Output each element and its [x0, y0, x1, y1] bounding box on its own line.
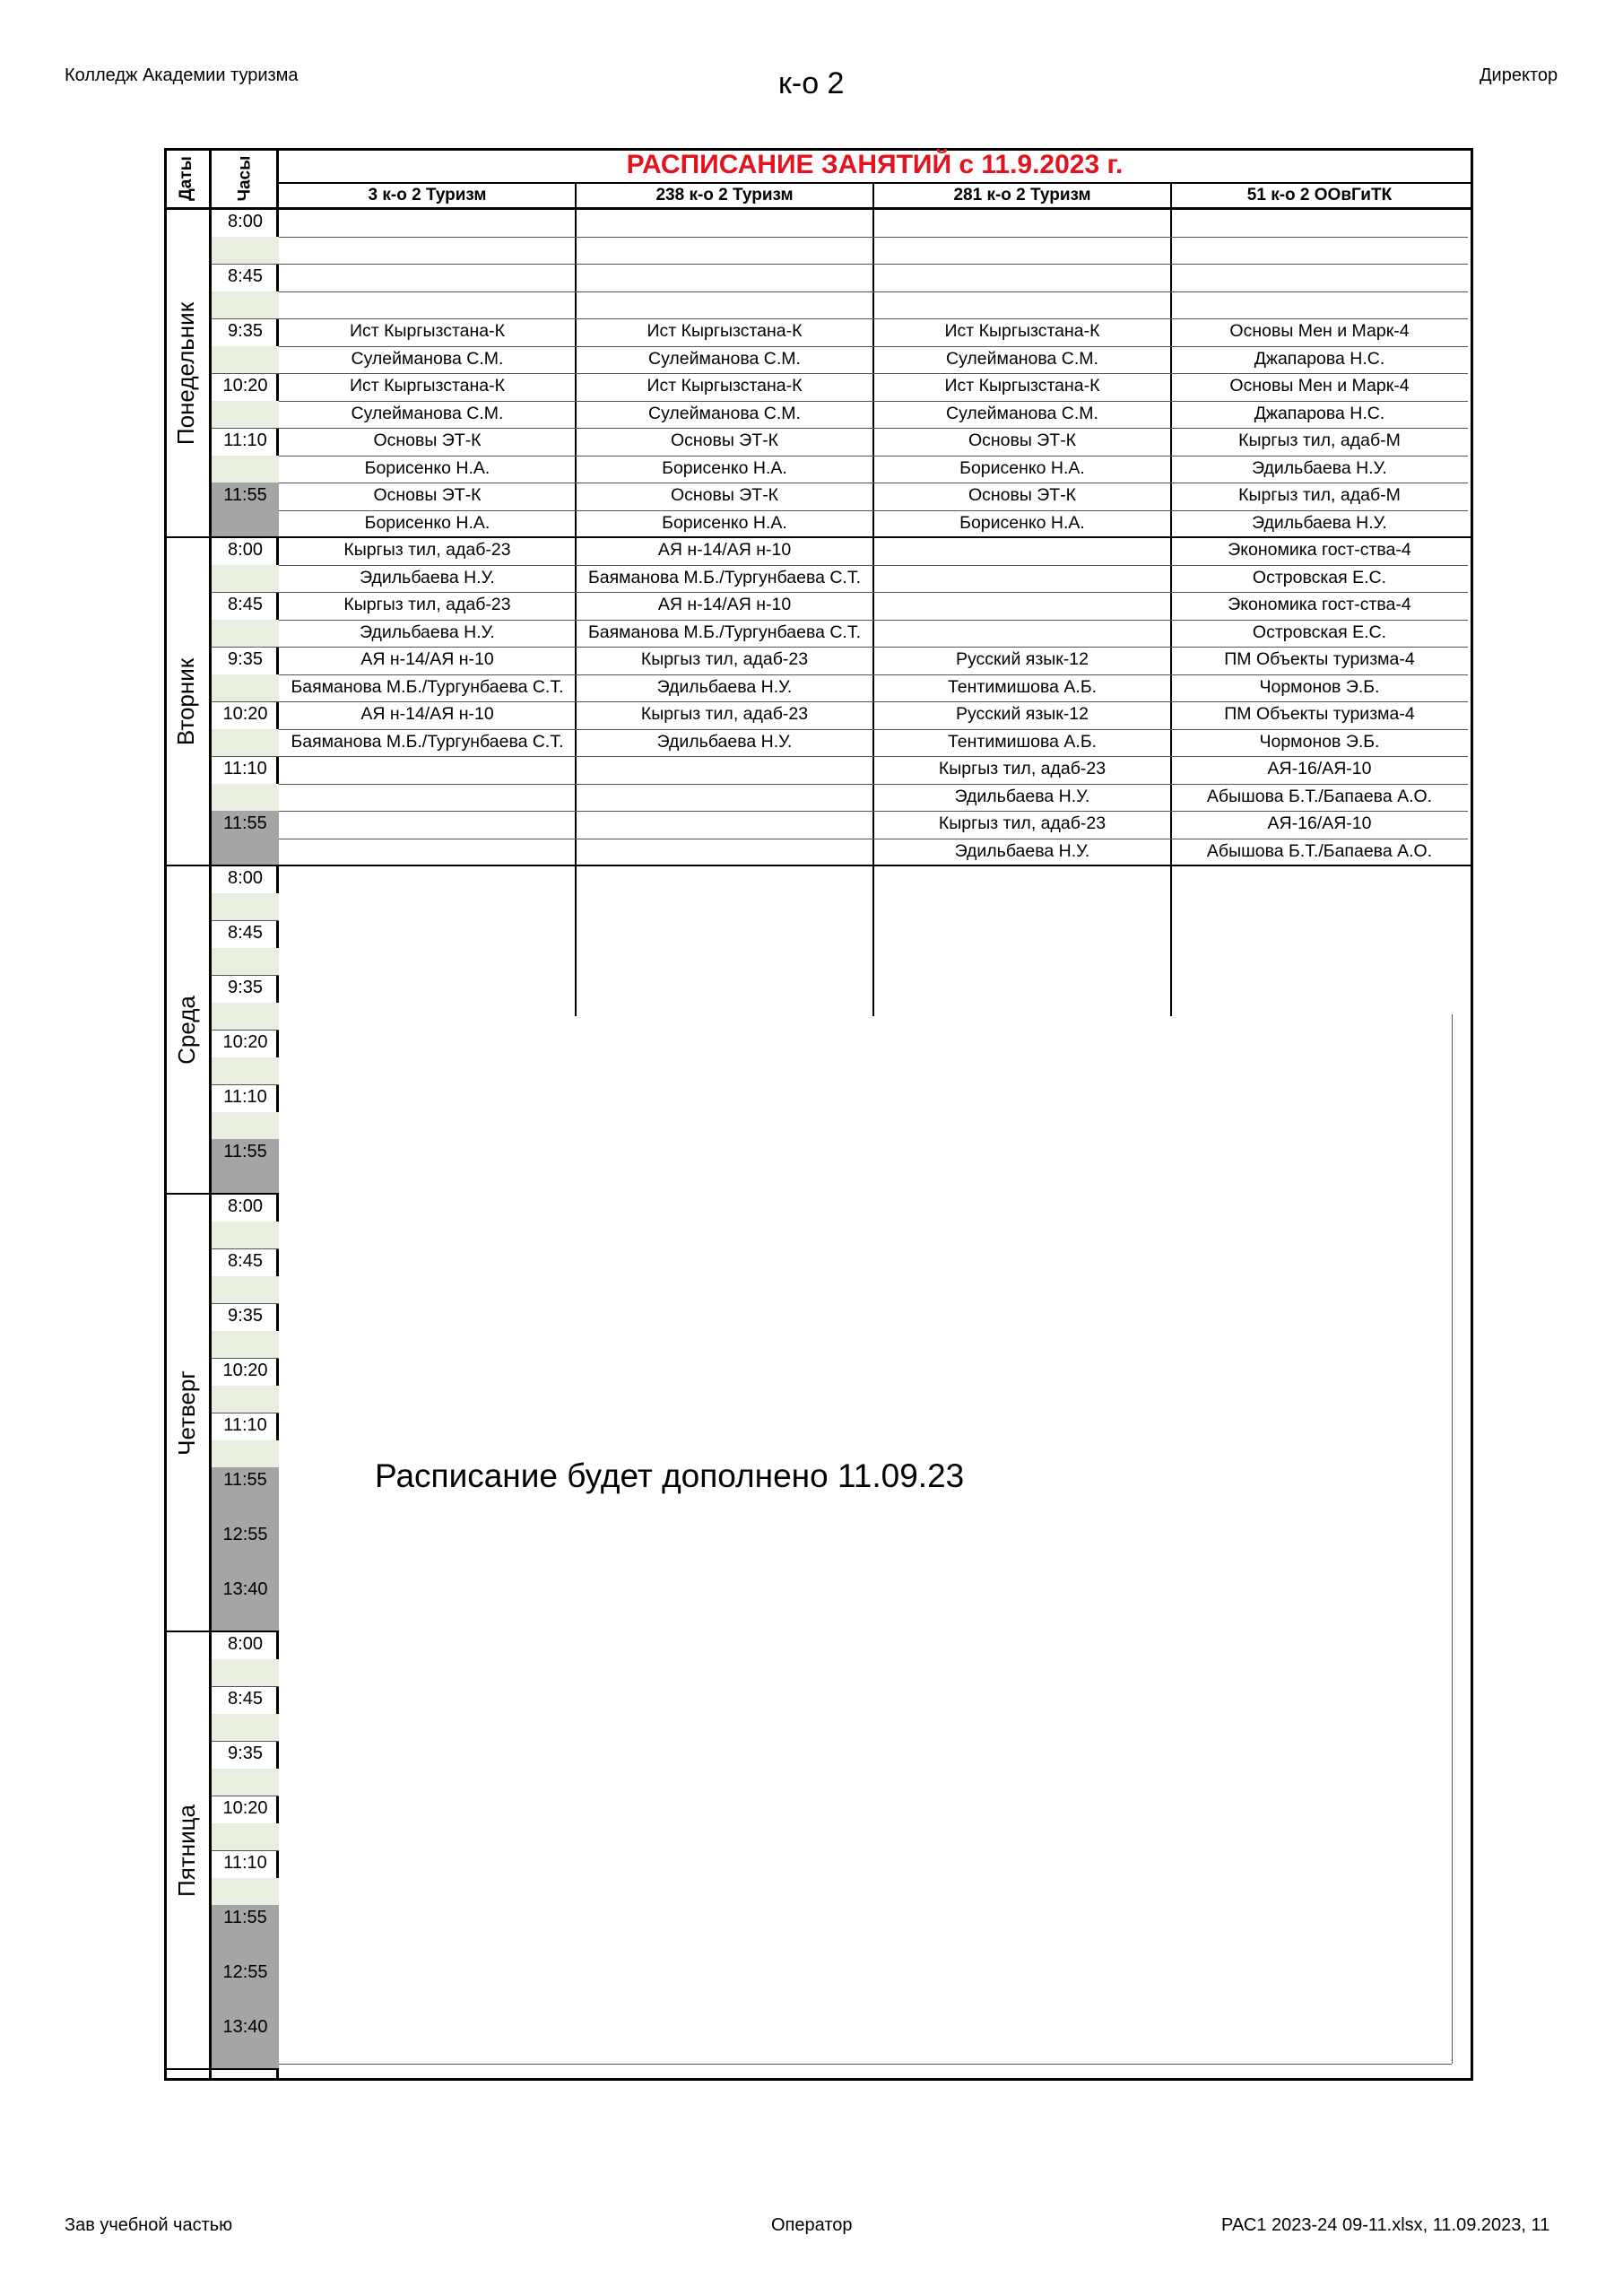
schedule-cell: Эдильбаева Н.У.: [360, 622, 495, 642]
schedule-cell: Основы ЭТ-К: [968, 485, 1077, 505]
time-separator: [212, 756, 279, 757]
day-label: Четверг: [172, 1370, 200, 1456]
schedule-cell: Кыргыз тил, адаб-М: [1238, 485, 1401, 505]
schedule-cell: Ист Кыргызстана-К: [944, 321, 1100, 341]
time-slot: 8:45: [228, 266, 263, 286]
time-shade: [212, 1659, 279, 1687]
time-slot: 12:55: [222, 1525, 268, 1544]
time-separator: [212, 1084, 279, 1085]
schedule-cell: Абышова Б.Т./Бапаева А.О.: [1206, 840, 1433, 861]
schedule-cell: Кыргыз тил, адаб-М: [1238, 430, 1401, 450]
schedule-cell: Основы ЭТ-К: [968, 430, 1077, 450]
row-separator: [279, 674, 1468, 675]
time-separator: [212, 373, 279, 374]
time-slot: 11:55: [223, 1908, 267, 1927]
header-right: Директор: [1480, 65, 1558, 85]
schedule-cell: Ист Кыргызстана-К: [350, 321, 505, 341]
row-separator: [279, 565, 1468, 566]
day-separator: [164, 2068, 279, 2070]
row-separator: [279, 647, 1468, 648]
time-slot: 10:20: [222, 376, 268, 396]
schedule-cell: Эдильбаева Н.У.: [954, 786, 1090, 806]
table-title: РАСПИСАНИЕ ЗАНЯТИЙ с 11.9.2023 г.: [626, 150, 1124, 179]
time-shade: [212, 1331, 279, 1359]
row-separator: [279, 346, 1468, 347]
time-separator: [212, 1850, 279, 1851]
time-slot: 11:10: [223, 759, 267, 778]
day-separator: [164, 865, 1471, 866]
row-separator: [279, 456, 1468, 457]
time-slot: 11:10: [223, 1087, 267, 1107]
time-separator: [212, 592, 279, 593]
time-shade: [212, 1276, 279, 1304]
time-shade: [212, 1003, 279, 1031]
time-shade: [212, 1057, 279, 1085]
schedule-cell: Основы Мен и Марк-4: [1229, 376, 1410, 396]
schedule-cell: Сулейманова С.М.: [946, 348, 1098, 369]
row-separator: [279, 811, 1468, 812]
group-header: 51 к-о 2 ООвГиТК: [1246, 186, 1393, 204]
schedule-cell: АЯ н-14/АЯ н-10: [657, 540, 792, 560]
time-shade: [212, 346, 279, 374]
time-slot: 8:45: [228, 923, 263, 943]
header-center: к-о 2: [778, 66, 845, 100]
schedule-cell: Основы ЭТ-К: [670, 430, 779, 450]
schedule-cell: Основы ЭТ-К: [373, 430, 482, 450]
schedule-cell: Экономика гост-ства-4: [1228, 540, 1411, 560]
schedule-cell: Кыргыз тил, адаб-23: [343, 595, 511, 614]
schedule-cell: Эдильбаева Н.У.: [954, 840, 1090, 861]
schedule-cell: Борисенко Н.А.: [364, 512, 490, 533]
schedule-cell: Эдильбаева Н.У.: [1252, 512, 1387, 533]
schedule-cell: Эдильбаева Н.У.: [1252, 457, 1387, 478]
time-shade: [212, 1440, 279, 1468]
footer-center: Оператор: [771, 2215, 853, 2235]
schedule-cell: Кыргыз тил, адаб-23: [938, 759, 1107, 778]
schedule-cell: Эдильбаева Н.У.: [656, 731, 793, 752]
time-shade: [212, 1714, 279, 1742]
schedule-cell: Борисенко Н.А.: [959, 457, 1085, 478]
row-separator: [279, 401, 1468, 402]
time-shade: [212, 291, 279, 319]
schedule-cell: Ист Кыргызстана-К: [350, 376, 505, 396]
row-separator: [279, 318, 1468, 319]
time-slot: 11:10: [223, 1415, 267, 1435]
time-slot: 8:45: [228, 1689, 263, 1709]
day-label: Пятница: [172, 1804, 200, 1897]
time-shade: [212, 674, 279, 702]
schedule-cell: АЯ н-14/АЯ н-10: [360, 649, 494, 669]
day-separator: [164, 536, 1471, 538]
row-separator: [279, 701, 1468, 702]
day-label: Среда: [172, 995, 200, 1065]
time-slot: 11:55: [223, 1142, 267, 1161]
schedule-cell: Основы Мен и Марк-4: [1229, 321, 1410, 341]
day-label: Понедельник: [172, 301, 200, 445]
row-separator: [279, 373, 1468, 374]
schedule-cell: Ист Кыргызстана-К: [944, 376, 1100, 396]
schedule-cell: Борисенко Н.А.: [662, 457, 787, 478]
time-shade: [212, 1222, 279, 1249]
time-slot: 11:10: [223, 430, 267, 450]
time-separator: [212, 1358, 279, 1359]
schedule-cell: Чормонов Э.Б.: [1259, 731, 1380, 752]
schedule-cell: Сулейманова С.М.: [648, 403, 801, 423]
group-header: 3 к-о 2 Туризм: [368, 186, 487, 204]
row-separator: [279, 291, 1468, 292]
time-slot: 11:55: [223, 485, 267, 505]
time-slot: 11:10: [223, 1853, 267, 1873]
group-header: 238 к-о 2 Туризм: [655, 186, 794, 204]
time-slot: 8:00: [228, 1634, 263, 1654]
day-label: Вторник: [172, 657, 200, 745]
time-separator: [212, 975, 279, 976]
time-shade: [212, 1878, 279, 1906]
time-shade: [212, 620, 279, 648]
row-separator: [279, 729, 1468, 730]
time-separator: [212, 1741, 279, 1742]
schedule-cell: Эдильбаева Н.У.: [360, 567, 495, 587]
schedule-cell: Джапарова Н.С.: [1254, 403, 1385, 423]
schedule-cell: Кыргыз тил, адаб-23: [938, 813, 1107, 833]
schedule-cell: Основы ЭТ-К: [373, 485, 482, 505]
schedule-cell: Тентимишова А.Б.: [947, 731, 1098, 752]
time-separator: [212, 920, 279, 921]
time-slot: 8:45: [228, 595, 263, 614]
hours-header: Часы: [235, 155, 255, 202]
time-shade: [212, 729, 279, 757]
schedule-cell: Сулейманова С.М.: [946, 403, 1098, 423]
schedule-cell: АЯ-16/АЯ-10: [1267, 813, 1372, 833]
time-separator: [212, 318, 279, 319]
time-slot: 8:00: [228, 212, 263, 231]
row-separator: [279, 428, 1468, 429]
footer-left: Зав учебной частью: [65, 2215, 233, 2235]
schedule-cell: АЯ н-14/АЯ н-10: [360, 704, 494, 724]
schedule-cell: Баяманова М.Б./Тургунбаева С.Т.: [587, 622, 862, 642]
schedule-cell: Баяманова М.Б./Тургунбаева С.Т.: [291, 731, 564, 752]
dates-header: Даты: [176, 156, 195, 201]
time-slot: 13:40: [222, 2017, 268, 2037]
schedule-cell: АЯ н-14/АЯ н-10: [657, 595, 792, 614]
time-separator: [212, 1248, 279, 1249]
schedule-cell: Кыргыз тил, адаб-23: [640, 649, 809, 669]
time-slot: 11:55: [223, 813, 267, 833]
time-slot: 10:20: [222, 1032, 268, 1052]
time-separator: [212, 428, 279, 429]
time-slot: 8:00: [228, 540, 263, 560]
time-slot: 12:55: [222, 1962, 268, 1982]
schedule-cell: Эдильбаева Н.У.: [656, 676, 793, 697]
schedule-cell: Островская Е.С.: [1252, 567, 1387, 587]
time-slot: 9:35: [228, 978, 263, 997]
group-header: 281 к-о 2 Туризм: [953, 186, 1091, 204]
time-shade: [212, 1112, 279, 1140]
row-separator: [279, 620, 1468, 621]
time-shade: [212, 784, 279, 812]
time-shade: [212, 456, 279, 483]
row-separator: [279, 784, 1468, 785]
schedule-cell: Русский язык-12: [955, 704, 1089, 724]
schedule-cell: Баяманова М.Б./Тургунбаева С.Т.: [291, 676, 564, 697]
schedule-cell: Борисенко Н.А.: [662, 512, 787, 533]
time-shade: [212, 401, 279, 429]
schedule-cell: Ист Кыргызстана-К: [647, 321, 803, 341]
time-separator: [212, 647, 279, 648]
time-shade: [212, 948, 279, 976]
time-separator: [212, 264, 279, 265]
schedule-cell: Борисенко Н.А.: [364, 457, 490, 478]
schedule-cell: АЯ-16/АЯ-10: [1267, 759, 1372, 778]
time-slot: 9:35: [228, 321, 263, 341]
time-slot: 13:40: [222, 1579, 268, 1599]
title-separator: [279, 182, 1471, 184]
schedule-cell: Основы ЭТ-К: [670, 485, 779, 505]
time-shade: [212, 893, 279, 921]
time-shade: [212, 1823, 279, 1851]
schedule-cell: Сулейманова С.М.: [648, 348, 801, 369]
overlay-bottom-edge: [279, 2064, 1452, 2065]
schedule-cell: Тентимишова А.Б.: [947, 676, 1098, 697]
time-shade: [212, 1769, 279, 1796]
schedule-table: [164, 148, 1473, 2081]
time-separator: [212, 1686, 279, 1687]
time-slot: 10:20: [222, 704, 268, 724]
time-slot: 10:20: [222, 1798, 268, 1818]
overlay-right-edge: [1452, 1014, 1453, 2064]
time-slot: 8:00: [228, 868, 263, 888]
row-separator: [279, 756, 1468, 757]
schedule-cell: Сулейманова С.М.: [351, 348, 504, 369]
schedule-cell: Экономика гост-ства-4: [1228, 595, 1411, 614]
footer-right: РАС1 2023-24 09-11.xlsx, 11.09.2023, 11: [1221, 2215, 1550, 2235]
row-separator: [279, 592, 1468, 593]
time-separator: [212, 701, 279, 702]
time-slot: 10:20: [222, 1361, 268, 1380]
time-separator: [212, 1030, 279, 1031]
schedule-cell: Сулейманова С.М.: [351, 403, 504, 423]
row-separator: [279, 510, 1468, 511]
time-slot: 9:35: [228, 1306, 263, 1326]
row-separator: [279, 264, 1468, 265]
time-slot: 8:00: [228, 1196, 263, 1216]
schedule-note: Расписание будет дополнено 11.09.23: [375, 1457, 965, 1494]
time-slot: 9:35: [228, 1744, 263, 1763]
schedule-cell: Чормонов Э.Б.: [1259, 676, 1380, 697]
time-slot: 9:35: [228, 649, 263, 669]
schedule-cell: Ист Кыргызстана-К: [647, 376, 803, 396]
header-separator: [164, 207, 1471, 210]
schedule-cell: ПМ Объекты туризма-4: [1224, 649, 1415, 669]
schedule-cell: Борисенко Н.А.: [959, 512, 1085, 533]
time-shade: [212, 1386, 279, 1413]
time-slot: 8:45: [228, 1251, 263, 1271]
time-slot: 11:55: [223, 1470, 267, 1490]
schedule-cell: Островская Е.С.: [1252, 622, 1387, 642]
schedule-cell: Кыргыз тил, адаб-23: [640, 704, 809, 724]
header-left: Колледж Академии туризма: [65, 65, 299, 85]
schedule-cell: Кыргыз тил, адаб-23: [343, 540, 511, 560]
time-separator: [212, 1303, 279, 1304]
time-shade: [212, 237, 279, 265]
schedule-cell: ПМ Объекты туризма-4: [1224, 704, 1415, 724]
row-separator: [279, 237, 1468, 238]
schedule-cell: Баяманова М.Б./Тургунбаева С.Т.: [587, 567, 862, 587]
schedule-cell: Русский язык-12: [955, 649, 1089, 669]
schedule-cell: Джапарова Н.С.: [1254, 348, 1385, 369]
time-shade: [212, 565, 279, 593]
schedule-cell: Абышова Б.Т./Бапаева А.О.: [1206, 786, 1433, 806]
